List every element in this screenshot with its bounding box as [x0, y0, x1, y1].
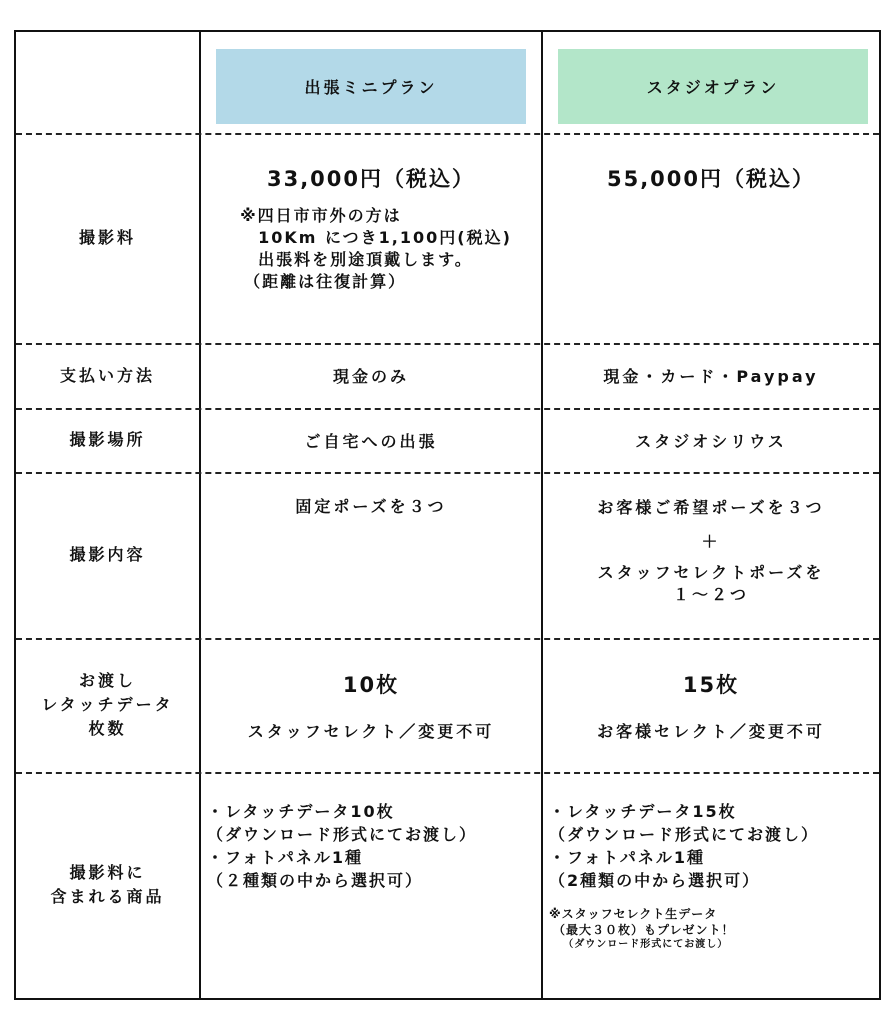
- mini-products-list: [207, 800, 477, 892]
- mini-delivery-sub: スタッフセレクト／変更不可: [247, 721, 495, 741]
- list-item: ・レタッチデータ15枚: [549, 802, 737, 821]
- studio-products-list: [549, 800, 819, 892]
- plan-comparison-table: [14, 30, 881, 1000]
- mini-products-cell: [201, 772, 541, 998]
- mini-delivery-count: 10枚: [342, 672, 400, 697]
- fee-label-cell: [16, 133, 199, 343]
- mini-content-value: 固定ポーズを３つ: [295, 497, 447, 516]
- delivery-label-line: 枚数: [88, 719, 127, 738]
- studio-plan-title: スタジオプラン: [646, 78, 780, 97]
- studio-products-note: [549, 906, 735, 952]
- mini-fee-note-line: 10Km につき1,100円(税込): [258, 228, 512, 247]
- fee-label: 撮影料: [78, 228, 136, 247]
- delivery-label-cell: [16, 638, 199, 772]
- studio-payment-cell: [543, 343, 879, 408]
- list-item: （２種類の中から選択可）: [207, 871, 424, 890]
- mini-plan-header: [216, 49, 526, 124]
- content-label-cell: [16, 472, 199, 638]
- delivery-label-line: お渡し: [78, 671, 136, 690]
- mini-payment-value: 現金のみ: [332, 367, 409, 386]
- studio-payment-value: 現金・カード・Paypay: [603, 367, 819, 386]
- payment-label-cell: [16, 343, 199, 408]
- mini-fee-note-line: ※四日市市外の方は: [240, 206, 402, 225]
- products-label-cell: [16, 772, 199, 998]
- studio-fee-cell: [543, 133, 879, 343]
- studio-content-line: スタッフセレクトポーズを: [597, 563, 825, 582]
- mini-fee-note-line: 出張料を別途頂戴します。: [258, 250, 473, 269]
- studio-note-line: （最大３０枚）もプレゼント！: [553, 923, 735, 937]
- mini-plan-title: 出張ミニプラン: [304, 78, 438, 97]
- studio-content-cell: [543, 472, 879, 638]
- content-label: 撮影内容: [69, 545, 146, 564]
- studio-content-line: １～２つ: [672, 585, 749, 604]
- mini-fee-note: [240, 205, 512, 293]
- mini-content-cell: [201, 472, 541, 638]
- mini-location-cell: [201, 408, 541, 472]
- list-item: ・フォトパネル1種: [549, 848, 706, 867]
- list-item: （ダウンロード形式にてお渡し）: [549, 825, 820, 844]
- studio-delivery-count: 15枚: [682, 672, 740, 697]
- products-label-line: 撮影料に: [69, 863, 146, 882]
- studio-note-line: ※スタッフセレクト生データ: [549, 907, 718, 921]
- mini-payment-cell: [201, 343, 541, 408]
- payment-label: 支払い方法: [59, 365, 155, 385]
- products-label-line: 含まれる商品: [50, 887, 165, 906]
- mini-fee-price: 33,000円（税込）: [266, 167, 476, 191]
- studio-location-cell: [543, 408, 879, 472]
- mini-delivery-cell: [201, 638, 541, 772]
- studio-content-line: お客様ご希望ポーズを３つ: [597, 498, 825, 517]
- studio-products-cell: [543, 772, 879, 998]
- studio-delivery-cell: [543, 638, 879, 772]
- delivery-label-line: レタッチデータ: [41, 695, 174, 714]
- studio-note-line: （ダウンロード形式にてお渡し）: [563, 939, 729, 950]
- list-item: （2種類の中から選択可）: [549, 871, 761, 890]
- studio-fee-price: 55,000円（税込）: [606, 167, 816, 191]
- studio-location-value: スタジオシリウス: [635, 431, 787, 451]
- studio-plan-header: [558, 49, 868, 124]
- mini-fee-note-line: （距離は往復計算）: [244, 272, 407, 291]
- mini-location-value: ご自宅への出張: [304, 431, 438, 451]
- location-label-cell: [16, 408, 199, 472]
- location-label: 撮影場所: [69, 430, 146, 449]
- studio-delivery-sub: お客様セレクト／変更不可: [597, 721, 825, 741]
- list-item: ・フォトパネル1種: [207, 848, 364, 867]
- mini-fee-cell: [201, 133, 541, 343]
- list-item: （ダウンロード形式にてお渡し）: [207, 825, 478, 844]
- studio-content-plus: ＋: [701, 532, 721, 551]
- list-item: ・レタッチデータ10枚: [207, 802, 395, 821]
